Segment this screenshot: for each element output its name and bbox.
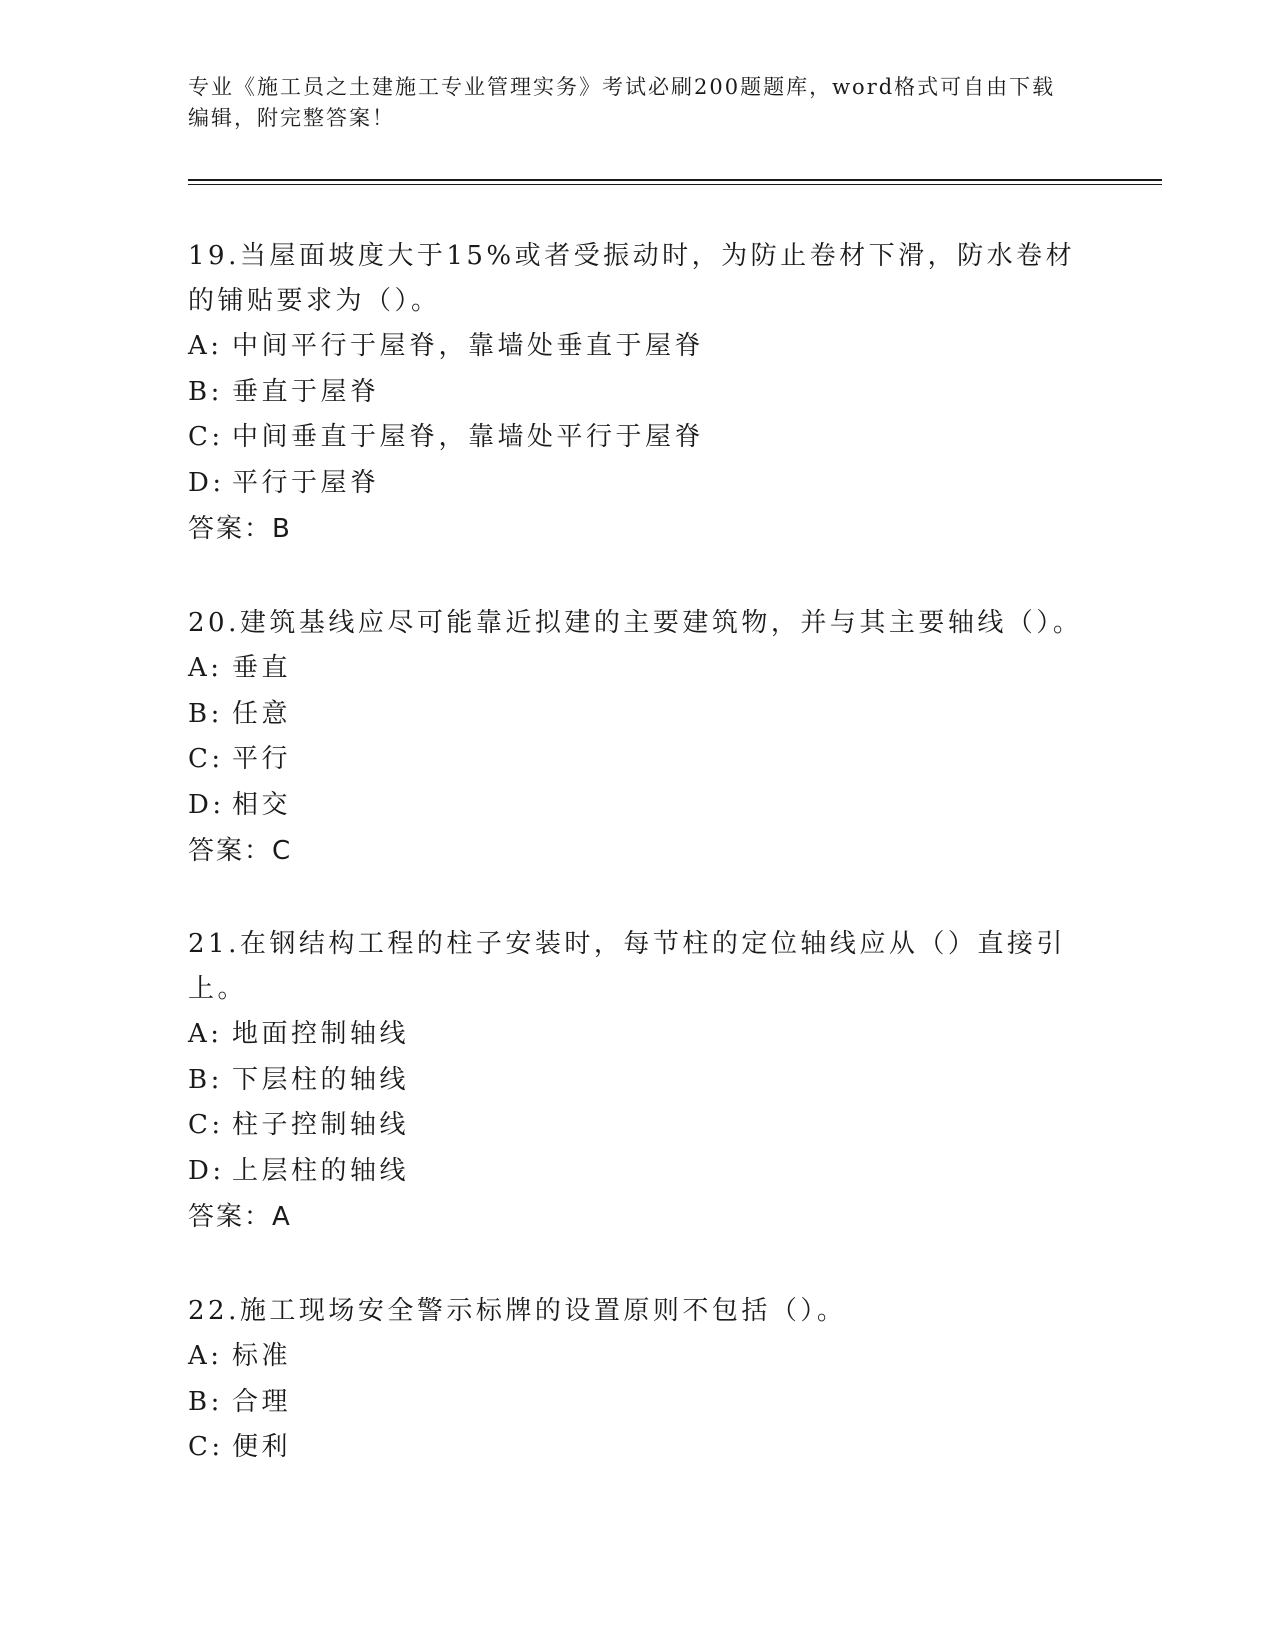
answer: 答案：B — [188, 514, 292, 544]
option-label: A: — [188, 1019, 223, 1049]
option-label: B: — [188, 376, 223, 407]
option-label: A: — [188, 653, 223, 683]
document-header: 专业《施工员之土建施工专业管理实务》考试必刷200题题库，word格式可自由下载编辑，附完整答案！ — [188, 75, 1056, 130]
option-text: 便利 — [232, 1432, 292, 1462]
option-label: C: — [188, 1110, 224, 1140]
header-divider-thick — [188, 179, 1162, 181]
option-label: D: — [188, 789, 225, 820]
option-d — [188, 1149, 1088, 1195]
option-text: 地面控制轴线 — [232, 1019, 410, 1049]
option-text: 平行于屋脊 — [232, 467, 380, 498]
header-divider-thin — [188, 184, 1162, 185]
question-text: 19.当屋面坡度大于15%或者受振动时，为防止卷材下滑，防水卷材的铺贴要求为（）。 — [188, 241, 1076, 316]
option-label: C: — [188, 1432, 224, 1462]
question-text: 22.施工现场安全警示标牌的设置原则不包括（）。 — [188, 1296, 847, 1326]
option-label: A: — [188, 331, 223, 361]
answer: 答案：A — [188, 1202, 292, 1232]
option-text: 垂直 — [232, 653, 292, 683]
option-c — [188, 737, 1088, 783]
option-label: B: — [188, 1386, 223, 1417]
option-text: 相交 — [232, 789, 292, 820]
option-b — [188, 692, 1088, 738]
option-label: D: — [188, 467, 225, 498]
option-text: 中间平行于屋脊，靠墙处垂直于屋脊 — [232, 331, 705, 361]
question-19 — [188, 234, 1088, 552]
answer: 答案：C — [188, 836, 293, 866]
option-text: 标准 — [232, 1341, 292, 1371]
option-a — [188, 324, 1088, 370]
option-text: 平行 — [232, 744, 292, 774]
option-b — [188, 370, 1088, 416]
question-text: 21.在钢结构工程的柱子安装时，每节柱的定位轴线应从（）直接引上。 — [188, 929, 1066, 1004]
option-label: B: — [188, 1064, 223, 1095]
option-label: A: — [188, 1341, 223, 1371]
option-b — [188, 1380, 1088, 1426]
option-text: 中间垂直于屋脊，靠墙处平行于屋脊 — [232, 422, 705, 452]
option-label: D: — [188, 1155, 225, 1186]
option-label: C: — [188, 422, 224, 452]
option-c — [188, 415, 1088, 461]
option-text: 合理 — [232, 1386, 292, 1417]
option-a — [188, 1334, 1088, 1380]
option-a — [188, 1012, 1088, 1058]
option-label: B: — [188, 698, 223, 729]
option-b — [188, 1058, 1088, 1104]
option-d — [188, 461, 1088, 507]
option-a — [188, 646, 1088, 692]
question-21 — [188, 922, 1088, 1240]
option-d — [188, 783, 1088, 829]
question-text: 20.建筑基线应尽可能靠近拟建的主要建筑物，并与其主要轴线（）。 — [188, 608, 1083, 638]
option-c — [188, 1425, 1088, 1471]
option-c — [188, 1103, 1088, 1149]
option-text: 上层柱的轴线 — [232, 1155, 410, 1186]
option-text: 下层柱的轴线 — [232, 1064, 410, 1095]
option-label: C: — [188, 744, 224, 774]
option-text: 柱子控制轴线 — [232, 1110, 410, 1140]
question-22 — [188, 1289, 1088, 1471]
option-text: 任意 — [232, 698, 292, 729]
option-text: 垂直于屋脊 — [232, 376, 380, 407]
question-20 — [188, 601, 1088, 874]
